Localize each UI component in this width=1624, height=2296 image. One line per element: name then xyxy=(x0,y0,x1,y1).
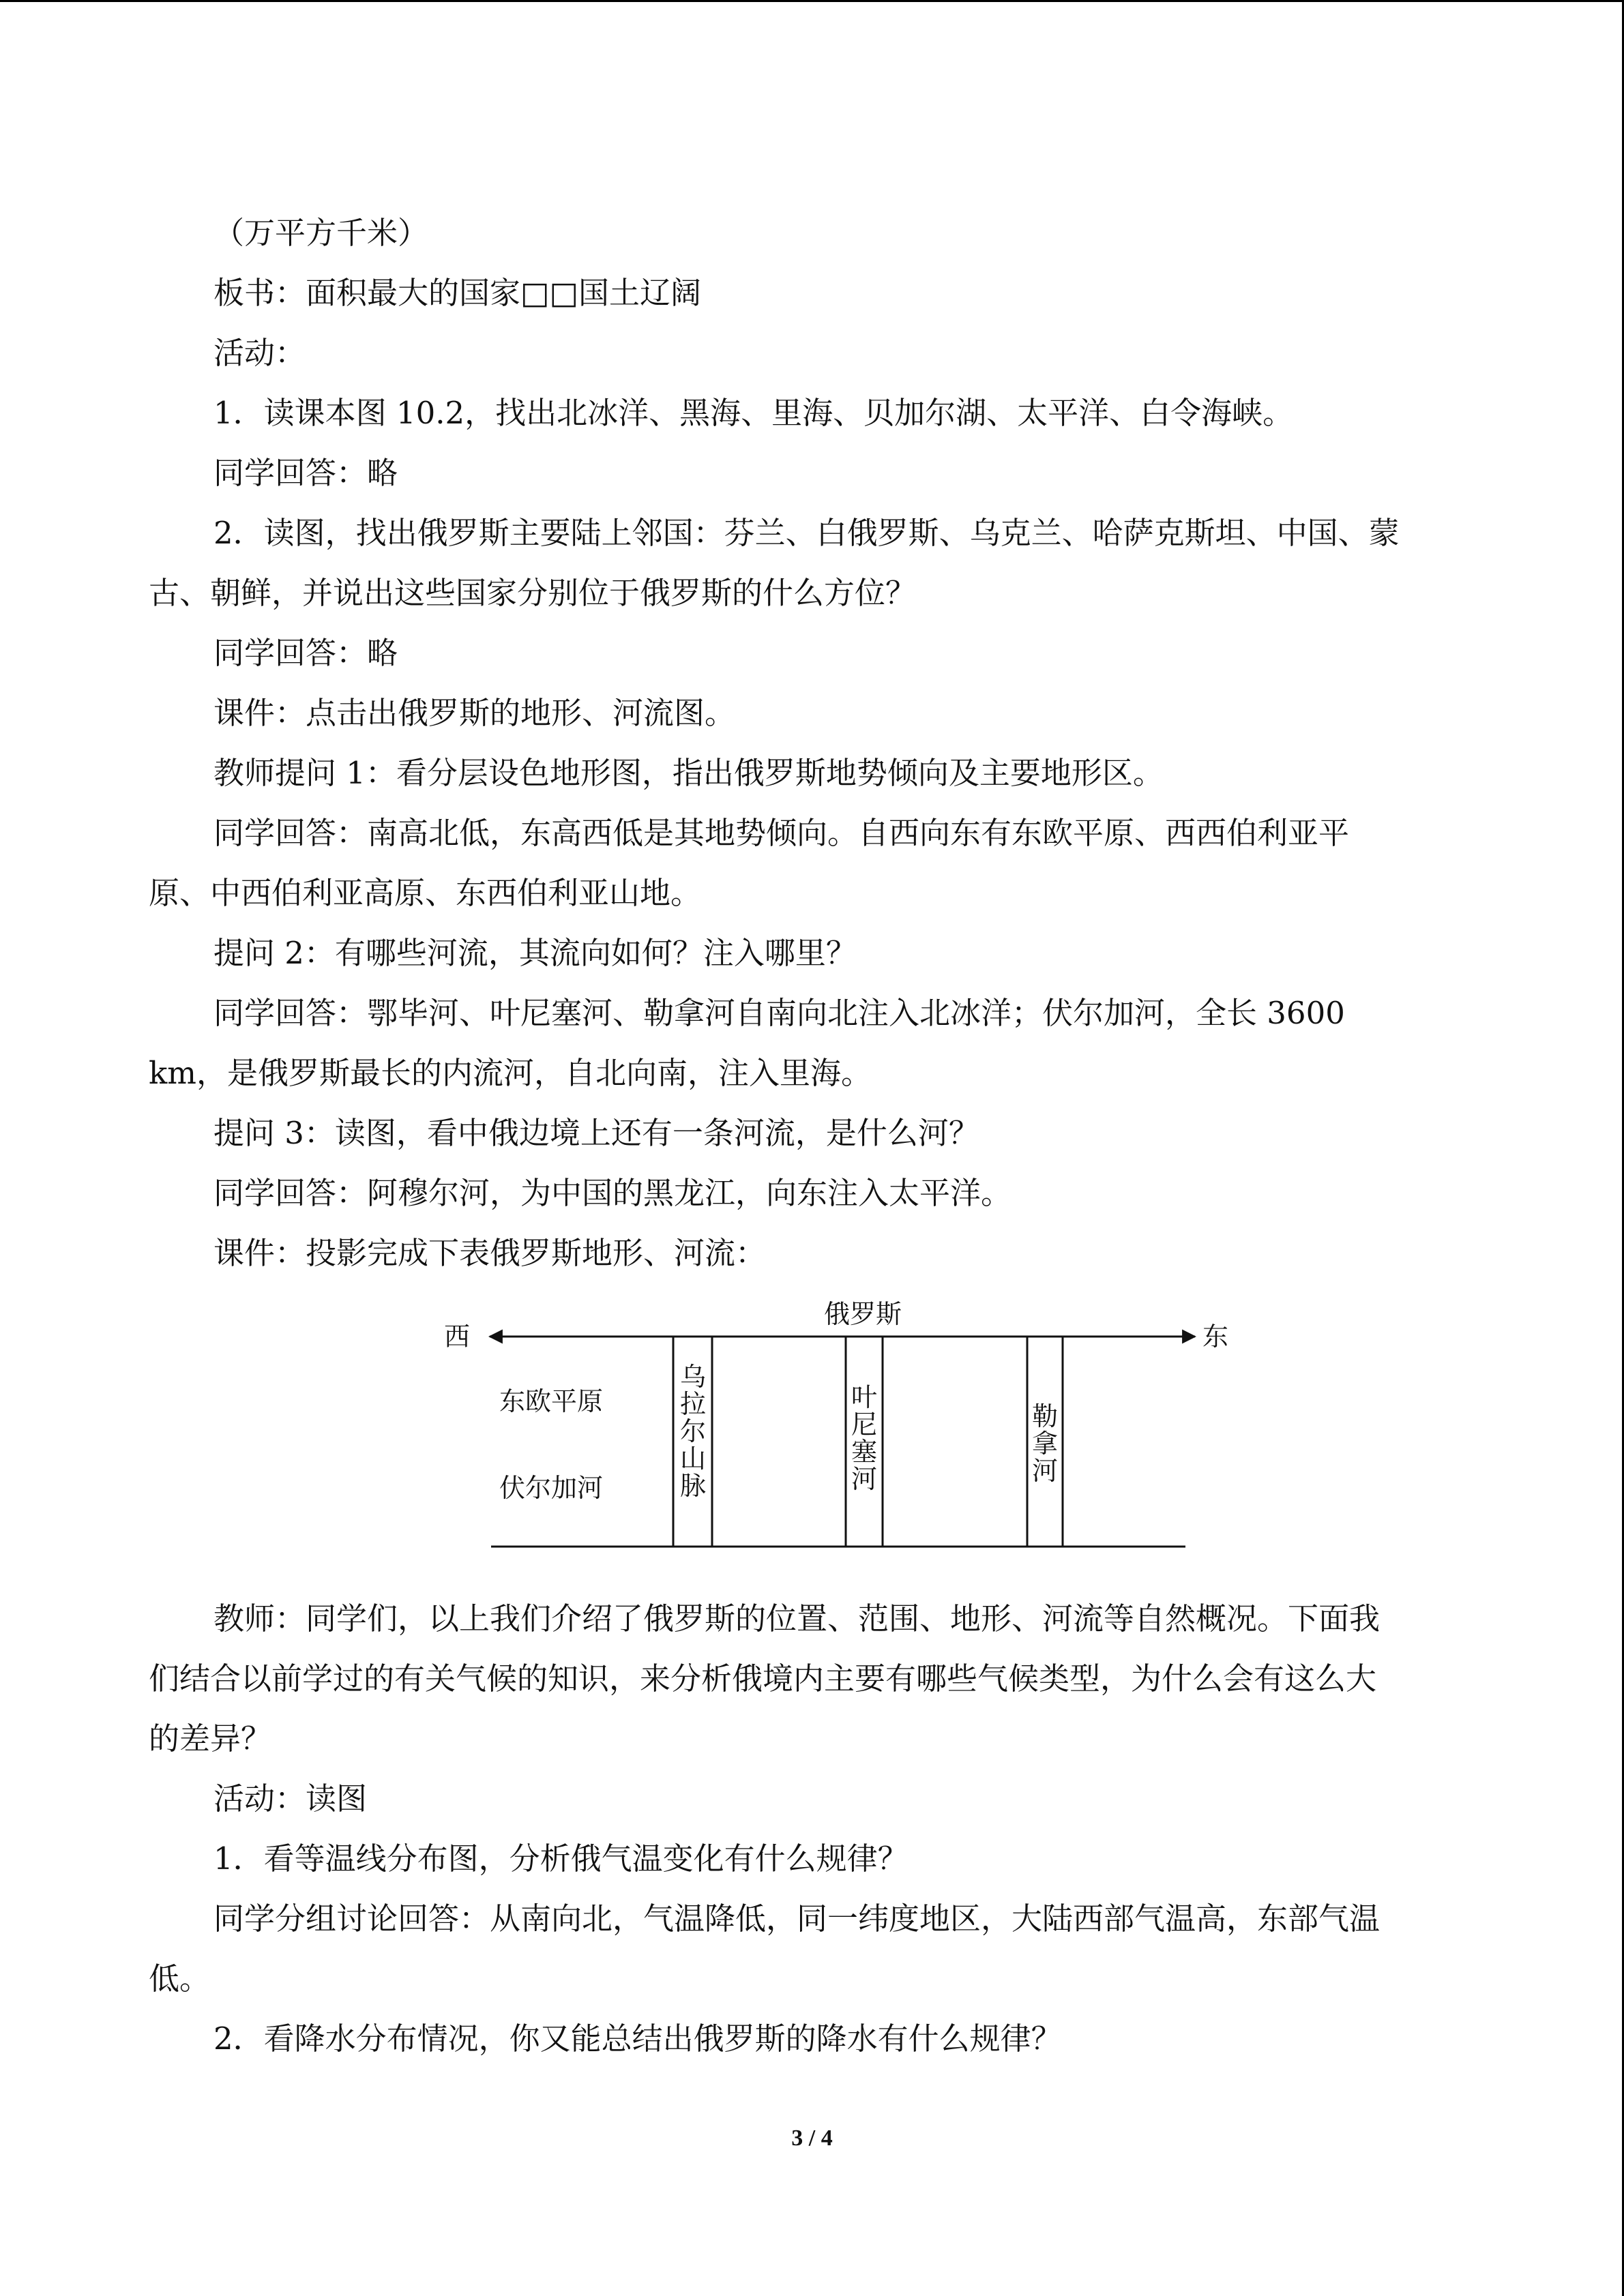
ural-char: 乌 xyxy=(679,1362,707,1392)
ural-char: 脉 xyxy=(679,1471,707,1501)
text-line: 同学回答：鄂毕河、叶尼塞河、勒拿河自南向北注入北冰洋；伏尔加河，全长 3600 xyxy=(213,995,1345,1031)
text-line: 课件：点击出俄罗斯的地形、河流图。 xyxy=(213,695,736,731)
diagram-title: 俄罗斯 xyxy=(823,1299,902,1329)
yenisei-char: 河 xyxy=(851,1464,878,1494)
page-border-top xyxy=(0,0,1624,2)
text-line: 板书：面积最大的国家□□国土辽阔 xyxy=(213,275,702,311)
text-line: 低。 xyxy=(149,1960,211,1997)
text-line: 的差异？ xyxy=(149,1720,272,1757)
yenisei-char: 塞 xyxy=(851,1437,878,1467)
text-line: 提问 2：有哪些河流，其流向如何？注入哪里？ xyxy=(213,935,857,971)
page-number: 3 / 4 xyxy=(791,2126,833,2151)
text-line: 2．看降水分布情况，你又能总结出俄罗斯的降水有什么规律？ xyxy=(213,2021,1062,2057)
direction-west-label: 西 xyxy=(443,1322,471,1352)
text-line: 1．读课本图 10.2，找出北冰洋、黑海、里海、贝加尔湖、太平洋、白令海峡。 xyxy=(213,395,1294,431)
yenisei-char: 叶 xyxy=(851,1382,878,1412)
lena-char: 勒 xyxy=(1031,1401,1059,1431)
text-line: （万平方千米） xyxy=(213,215,429,251)
text-line: 活动： xyxy=(213,335,306,371)
text-line: 教师提问 1：看分层设色地形图，指出俄罗斯地势倾向及主要地形区。 xyxy=(213,755,1164,791)
yenisei-char: 尼 xyxy=(851,1410,878,1440)
text-line: 提问 3：读图，看中俄边境上还有一条河流，是什么河？ xyxy=(213,1115,979,1151)
ural-char: 山 xyxy=(679,1444,707,1474)
text-line: 同学分组讨论回答：从南向北，气温降低，同一纬度地区，大陆西部气温高，东部气温 xyxy=(213,1900,1381,1937)
direction-east-label: 东 xyxy=(1202,1322,1229,1352)
lena-char: 拿 xyxy=(1031,1429,1059,1459)
text-line: 们结合以前学过的有关气候的知识，来分析俄境内主要有哪些气候类型，为什么会有这么大 xyxy=(149,1660,1377,1697)
text-line: 教师：同学们，以上我们介绍了俄罗斯的位置、范围、地形、河流等自然概况。下面我 xyxy=(213,1600,1381,1637)
ural-char: 尔 xyxy=(679,1416,707,1446)
text-line: 同学回答：略 xyxy=(213,455,398,491)
east-european-plain-label: 东欧平原 xyxy=(499,1386,604,1416)
ural-mountains-label xyxy=(680,1362,706,1501)
text-line: 1．看等温线分布图，分析俄气温变化有什么规律？ xyxy=(213,1840,909,1877)
text-line: 活动：读图 xyxy=(213,1780,368,1817)
text-line: 同学回答：南高北低，东高西低是其地势倾向。自西向东有东欧平原、西西伯利亚平 xyxy=(213,815,1350,851)
volga-river-label: 伏尔加河 xyxy=(499,1473,604,1503)
russia-terrain-river-diagram xyxy=(409,1289,1241,1562)
text-line: km，是俄罗斯最长的内流河，自北向南，注入里海。 xyxy=(149,1055,872,1091)
text-line: 原、中西伯利亚高原、东西伯利亚山地。 xyxy=(149,875,702,911)
lena-river-label xyxy=(1032,1401,1058,1486)
text-line: 课件：投影完成下表俄罗斯地形、河流： xyxy=(213,1235,767,1271)
ural-char: 拉 xyxy=(679,1389,707,1419)
text-line: 同学回答：略 xyxy=(213,635,398,671)
text-line: 同学回答：阿穆尔河，为中国的黑龙江，向东注入太平洋。 xyxy=(213,1175,1012,1211)
text-line: 古、朝鲜，并说出这些国家分别位于俄罗斯的什么方位？ xyxy=(149,575,917,611)
yenisei-river-label xyxy=(851,1382,877,1494)
lena-char: 河 xyxy=(1031,1456,1059,1486)
text-line: 2．读图，找出俄罗斯主要陆上邻国：芬兰、白俄罗斯、乌克兰、哈萨克斯坦、中国、蒙 xyxy=(213,515,1400,551)
